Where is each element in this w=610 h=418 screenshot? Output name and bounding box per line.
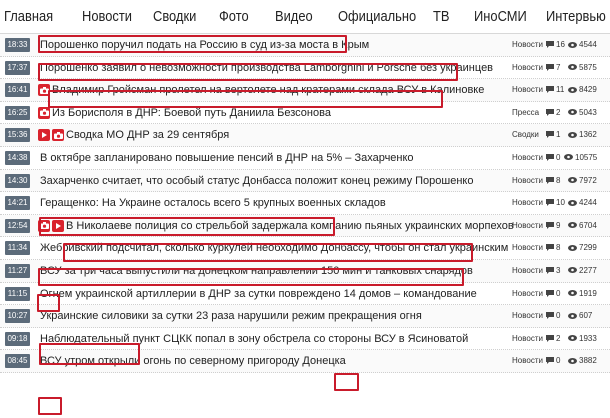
news-title-link[interactable]: Украинские силовики за сутки 23 раза нарушили режим прекращения огня [40,310,422,323]
highlight-box [38,397,62,415]
comments-value: 0 [556,311,561,321]
views-count [568,176,597,185]
time-badge: 09:18 [5,332,30,346]
views-count [568,40,597,49]
nav-item-photo[interactable]: Фото [219,8,249,25]
comments-value: 0 [556,288,561,298]
comments-value: 2 [556,107,561,117]
news-row[interactable] [0,237,610,260]
eye-icon [568,267,577,273]
views-count [568,63,597,72]
comments-count [546,85,564,94]
news-row[interactable] [0,102,610,125]
eye-icon [568,64,577,70]
time-badge: 14:38 [5,151,30,165]
time-badge: 11:34 [5,241,30,255]
news-row[interactable] [0,328,610,351]
comments-count [546,153,560,162]
news-row[interactable] [0,215,610,238]
eye-icon [568,42,577,48]
comments-value: 7 [556,62,561,72]
comment-icon [546,131,554,138]
eye-icon [568,335,577,341]
comments-value: 0 [556,152,561,162]
views-value: 1933 [579,333,597,343]
views-value: 10575 [575,152,598,162]
time-badge: 11:15 [5,287,30,301]
news-row[interactable] [0,57,610,80]
news-title-link[interactable]: Наблюдательный пункт СЦКК попал в зону обстрела со стороны ВСУ в Ясиноватой [40,332,469,345]
views-count [568,243,597,252]
time-badge: 10:27 [5,309,30,323]
comment-icon [546,290,554,297]
news-category[interactable]: Новости [512,62,543,72]
news-row[interactable] [0,147,610,170]
time-badge: 17:37 [5,61,30,75]
news-category[interactable]: Новости [512,356,543,366]
views-count [568,198,597,207]
news-row[interactable] [0,305,610,328]
nav-item-official[interactable]: Официально [338,8,417,25]
views-value: 4244 [579,198,597,208]
comments-count [546,108,560,117]
camera-icon [38,220,50,232]
news-row[interactable] [0,283,610,306]
eye-icon [568,245,577,251]
views-value: 7972 [579,175,597,185]
comments-value: 16 [556,40,565,49]
comments-value: 10 [556,198,565,208]
news-category[interactable]: Новости [512,311,543,321]
eye-icon [568,132,577,138]
comments-count [546,334,560,343]
views-value: 6704 [579,220,597,230]
views-value: 2277 [579,265,597,275]
eye-icon [568,222,577,228]
news-title-link[interactable]: Порошенко поручил подать на Россию в суд из-за моста в Крым [40,39,370,51]
eye-icon [568,177,577,183]
camera-icon [38,84,50,96]
highlight-box [334,373,359,391]
comment-icon [546,86,554,93]
nav-item-main[interactable]: Главная [4,8,54,25]
comments-value: 8 [556,175,561,185]
time-badge: 16:25 [5,106,30,120]
comment-icon [546,154,554,161]
comment-icon [546,357,554,364]
comments-count [546,176,560,185]
news-list [0,34,610,373]
views-value: 3882 [579,356,597,366]
comment-icon [546,244,554,251]
news-category[interactable]: Новости [512,288,543,298]
time-badge: 11:27 [5,264,30,278]
time-badge: 12:54 [5,219,30,233]
comments-count [546,221,560,230]
camera-icon [52,129,64,141]
comments-value: 9 [556,220,561,230]
comments-count [546,243,560,252]
views-value: 607 [579,311,593,321]
video-icon [38,129,50,141]
views-value: 1362 [579,130,597,140]
comments-value: 11 [556,85,565,95]
news-category[interactable]: Новости [512,220,543,230]
nav-item-video[interactable]: Видео [275,8,313,25]
nav-item-news[interactable]: Новости [82,8,132,25]
comment-icon [546,64,554,71]
comment-icon [546,222,554,229]
comment-icon [546,177,554,184]
news-category[interactable]: Пресса [512,107,540,117]
news-category[interactable]: Новости [512,198,543,208]
news-category[interactable]: Новости [512,175,543,185]
time-badge: 16:41 [5,83,30,97]
eye-icon [568,358,577,364]
comments-count [546,40,565,49]
comments-value: 1 [556,130,561,140]
time-badge: 14:21 [5,196,30,210]
news-category[interactable]: Новости [512,40,543,49]
views-value: 5043 [579,107,597,117]
news-title-link[interactable]: Захарченко считает, что особый статус Донбасса положит конец режиму Порошенко [40,174,474,187]
news-row[interactable] [0,170,610,193]
news-title-link[interactable]: Жебривский подсчитал, сколько куркулей необходимо Донбассу, чтобы он стал украинским [40,242,509,255]
news-title-link[interactable]: В октябре запланировано повышение пенсий в ДНР на 5% – Захарченко [40,151,414,164]
comments-count [546,63,560,72]
video-icon [52,220,64,232]
nav-item-interview[interactable]: Интервью [546,8,606,25]
news-row[interactable] [0,192,610,215]
comment-icon [546,267,554,274]
comment-icon [546,199,554,206]
news-category[interactable]: Новости [512,333,543,343]
news-category[interactable]: Новости [512,265,543,275]
comment-icon [546,335,554,342]
views-count [568,108,597,117]
news-category[interactable]: Новости [512,152,543,162]
views-value: 4544 [579,40,597,49]
views-count [568,85,597,94]
time-badge: 14:30 [5,174,30,188]
eye-icon [568,109,577,115]
comments-count [546,198,565,207]
news-title-link[interactable]: ВСУ за три часа выпустили на донецком направлении 150 мин и танковых снарядов [40,264,473,277]
nav-item-inosmi[interactable]: ИноСМИ [474,8,527,25]
news-title-link[interactable]: Геращенко: На Украине осталось всего 5 крупных военных складов [40,197,386,210]
news-title-link[interactable]: Огнем украинской артиллерии в ДНР за сутки повреждено 14 домов – командование [40,287,477,300]
news-category[interactable]: Сводки [512,130,539,140]
eye-icon [568,87,577,93]
eye-icon [564,154,573,160]
news-row[interactable] [0,34,610,57]
camera-icon [38,107,50,119]
views-count [568,130,597,139]
views-count [568,221,597,230]
news-title-link[interactable]: Сводка МО ДНР за 29 сентября [66,129,230,142]
news-row[interactable] [0,260,610,283]
news-title-link[interactable]: Порошенко заявил о невозможности производства Lamborghini и Porsche без украинцев [40,61,494,74]
time-badge: 18:33 [5,38,30,52]
views-count [568,266,597,275]
comment-icon [546,41,554,48]
views-count [568,311,592,320]
comments-count [546,356,560,365]
comment-icon [546,312,554,319]
news-row[interactable] [0,79,610,102]
eye-icon [568,290,577,296]
comments-value: 3 [556,265,561,275]
news-title-link[interactable]: В Николаеве полиция со стрельбой задержала компанию пьяных украинских морпехов [66,219,514,232]
nav-item-reports[interactable]: Сводки [153,8,197,25]
news-title-link[interactable]: Владимир Гройсман пролетел на вертолете над кратерами склада ВСУ в Калиновке [52,84,485,97]
eye-icon [568,313,577,319]
time-badge: 15:36 [5,128,30,142]
views-count [568,356,597,365]
comments-count [546,311,560,320]
time-badge: 08:45 [5,354,30,368]
comments-value: 2 [556,333,561,343]
news-title-link[interactable]: ВСУ утром открыли огонь по северному пригороду Донецка [40,355,346,368]
eye-icon [568,200,577,206]
views-count [568,289,597,298]
comments-count [546,266,560,275]
views-count [568,334,597,343]
top-navigation [0,0,610,34]
news-row[interactable] [0,350,610,373]
news-category[interactable]: Новости [512,243,543,253]
news-row[interactable] [0,124,610,147]
views-count [564,153,597,162]
comments-count [546,130,560,139]
comments-value: 0 [556,356,561,366]
news-category[interactable]: Новости [512,85,543,95]
comments-count [546,289,560,298]
comments-value: 8 [556,243,561,253]
nav-item-tv[interactable]: ТВ [433,8,450,25]
views-value: 7299 [579,243,597,253]
news-title-link[interactable]: Из Борисполя в ДНР: Боевой путь Даниила Безсонова [52,106,331,119]
views-value: 5875 [579,62,597,72]
comment-icon [546,109,554,116]
views-value: 8429 [579,85,597,95]
views-value: 1919 [579,288,597,298]
